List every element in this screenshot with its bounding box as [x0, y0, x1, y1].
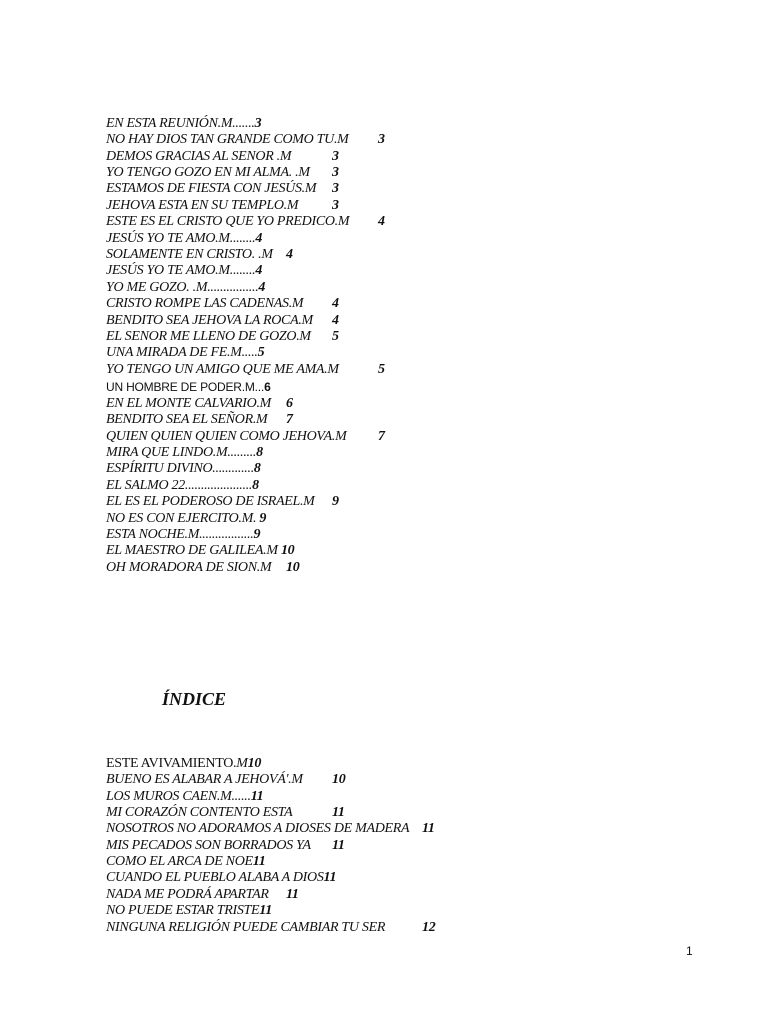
entry-title: YO ME GOZO. .M................ [106, 280, 259, 295]
entry-page-number: 10 [280, 543, 295, 558]
entry-page-number: 11 [422, 821, 435, 836]
toc-entry [106, 445, 263, 461]
toc-entry [106, 296, 339, 312]
entry-title: NO ES CON EJERCITO.M. [106, 511, 257, 526]
entry-page-number: 11 [332, 838, 345, 853]
toc-entry [106, 132, 385, 148]
entry-page-number: 9 [259, 511, 267, 526]
entry-page-number: 11 [250, 789, 264, 804]
entry-title: SOLAMENTE EN CRISTO. .M [106, 247, 273, 262]
entry-page-number: 5 [257, 345, 265, 360]
entry-title: YO TENGO GOZO EN MI ALMA. .M [106, 165, 310, 180]
entry-page-number: 6 [264, 380, 271, 394]
toc-entry [106, 756, 261, 772]
entry-page-number: 7 [378, 429, 385, 444]
entry-page-number: 10 [247, 756, 262, 771]
entry-page-number: 5 [378, 362, 385, 377]
toc-entry [106, 854, 265, 870]
entry-page-number: 11 [286, 887, 299, 902]
entry-page-number: 3 [332, 149, 339, 164]
entry-page-number: 6 [286, 396, 293, 411]
toc-entry [106, 805, 345, 821]
toc-entry [106, 313, 339, 329]
toc-entry [106, 527, 260, 543]
toc-entry [106, 903, 272, 919]
toc-entry [106, 887, 299, 903]
entry-title: EN ESTA REUNIÓN.M....... [106, 116, 255, 131]
entry-title: NO PUEDE ESTAR TRISTE [106, 903, 260, 918]
entry-page-number: 4 [378, 214, 385, 229]
entry-page-number: 3 [254, 116, 262, 131]
entry-suffix: M [236, 756, 248, 771]
toc-entry [106, 116, 261, 132]
entry-title: EL SENOR ME LLENO DE GOZO.M [106, 329, 311, 344]
toc-entry [106, 543, 294, 559]
toc-entry [106, 870, 336, 886]
entry-title: EL SALMO 22..................... [106, 478, 253, 493]
entry-title: CRISTO ROMPE LAS CADENAS.M [106, 296, 304, 311]
entry-page-number: 11 [252, 854, 266, 869]
entry-page-number: 4 [255, 231, 263, 246]
entry-page-number: 11 [259, 903, 272, 918]
entry-title: JESÚS YO TE AMO.M........ [106, 231, 256, 246]
toc-entry [106, 329, 339, 345]
toc-entry [106, 412, 293, 428]
entry-title: EL MAESTRO DE GALILEA.M [106, 543, 278, 558]
entry-page-number: 7 [286, 412, 293, 427]
entry-page-number: 8 [256, 445, 263, 460]
toc-entry [106, 772, 346, 788]
entry-title: UN HOMBRE DE PODER.M... [106, 380, 265, 394]
toc-entry [106, 821, 435, 837]
entry-page-number: 8 [252, 478, 259, 493]
toc-entry [106, 478, 259, 494]
entry-page-number: 4 [286, 247, 293, 262]
entry-page-number: 3 [332, 198, 339, 213]
toc-entry [106, 838, 345, 854]
entry-page-number: 3 [378, 132, 385, 147]
entry-title: ESPÍRITU DIVINO............. [106, 461, 254, 476]
entry-title: QUIEN QUIEN QUIEN COMO JEHOVA.M [106, 429, 347, 444]
entry-title: BENDITO SEA JEHOVA LA ROCA.M [106, 313, 313, 328]
entry-page-number: 11 [332, 805, 345, 820]
entry-page-number: 4 [255, 263, 263, 278]
entry-page-number: 4 [258, 280, 266, 295]
entry-page-number: 11 [323, 870, 337, 885]
toc-entry [106, 560, 300, 576]
toc-entry [106, 429, 385, 445]
toc-entry [106, 511, 266, 527]
entry-title: NINGUNA RELIGIÓN PUEDE CAMBIAR TU SER [106, 920, 386, 935]
entry-page-number: 5 [332, 329, 339, 344]
entry-title: LOS MUROS CAEN.M...... [106, 789, 251, 804]
toc-entry [106, 247, 293, 263]
toc-entry [106, 263, 262, 279]
entry-page-number: 4 [332, 296, 339, 311]
entry-page-number: 9 [332, 494, 339, 509]
toc-entry [106, 461, 261, 477]
toc-entry [106, 280, 265, 296]
toc-entry [106, 920, 436, 936]
entry-page-number: 8 [253, 461, 261, 476]
entry-title: NOSOTROS NO ADORAMOS A DIOSES DE MADERA [106, 821, 410, 836]
entry-title: MIRA QUE LINDO.M......... [106, 445, 257, 460]
entry-title: MI CORAZÓN CONTENTO ESTA [106, 805, 293, 820]
entry-title: OH MORADORA DE SION.M [106, 560, 272, 575]
entry-title: ESTE AVIVAMIENTO. [106, 756, 237, 771]
toc-entry [106, 789, 263, 805]
entry-title: NADA ME PODRÁ APARTAR [106, 887, 269, 902]
toc-entry [106, 494, 339, 510]
toc-entry [106, 214, 385, 230]
entry-title: COMO EL ARCA DE NOE [106, 854, 253, 869]
entry-page-number: 10 [286, 560, 300, 575]
entry-title: JEHOVA ESTA EN SU TEMPLO.M [106, 198, 299, 213]
entry-title: ESTA NOCHE.M................. [106, 527, 254, 542]
index-heading: ÍNDICE [162, 689, 227, 709]
entry-page-number: 12 [422, 920, 436, 935]
toc-entry [106, 198, 339, 214]
entry-page-number: 3 [332, 181, 339, 196]
toc-entry [106, 345, 264, 361]
entry-title: DEMOS GRACIAS AL SENOR .M [106, 149, 292, 164]
toc-entry [106, 396, 293, 412]
entry-page-number: 10 [332, 772, 346, 787]
entry-title: EL ES EL PODEROSO DE ISRAEL.M [106, 494, 315, 509]
entry-title: CUANDO EL PUEBLO ALABA A DIOS [106, 870, 324, 885]
entry-page-number: 9 [253, 527, 261, 542]
toc-entry [106, 181, 339, 197]
page-number: 1 [686, 944, 693, 958]
entry-page-number: 4 [332, 313, 339, 328]
entry-title: JESÚS YO TE AMO.M........ [106, 263, 256, 278]
entry-page-number: 3 [332, 165, 339, 180]
entry-title: MIS PECADOS SON BORRADOS YA [106, 838, 311, 853]
entry-title: UNA MIRADA DE FE.M..... [106, 345, 258, 360]
entry-title: ESTAMOS DE FIESTA CON JESÚS.M [106, 181, 317, 196]
entry-title: EN EL MONTE CALVARIO.M [106, 396, 272, 411]
toc-entry [106, 379, 271, 395]
entry-title: YO TENGO UN AMIGO QUE ME AMA.M [106, 362, 339, 377]
toc-entry [106, 362, 385, 378]
entry-title: BUENO ES ALABAR A JEHOVÁ'.M [106, 772, 303, 787]
toc-entry [106, 149, 339, 165]
entry-title: ESTE ES EL CRISTO QUE YO PREDICO.M [106, 214, 350, 229]
entry-title: NO HAY DIOS TAN GRANDE COMO TU.M [106, 132, 349, 147]
toc-entry [106, 165, 339, 181]
entry-title: BENDITO SEA EL SEÑOR.M [106, 412, 268, 427]
toc-entry [106, 231, 262, 247]
